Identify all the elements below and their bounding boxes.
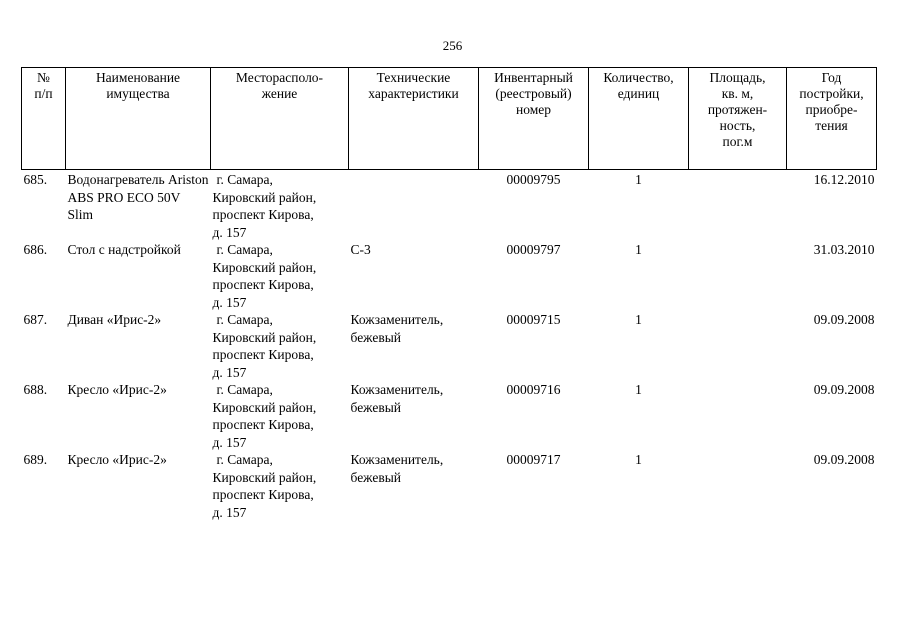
location-line: Кировский район, (212, 329, 317, 345)
header-num (22, 68, 66, 170)
header-line: единиц (617, 86, 660, 101)
location-line: д. 157 (212, 504, 247, 520)
header-line: приобре- (805, 102, 858, 117)
header-line: п/п (34, 86, 53, 101)
header-line: Месторасполо- (235, 70, 324, 85)
header-tech (349, 68, 479, 170)
header-line: Площадь, (709, 70, 766, 85)
quantity-units: 1 (635, 172, 642, 187)
area-length (689, 170, 787, 242)
property-name: Водонагреватель Ariston ABS PRO ECO 50V Slim (67, 172, 209, 222)
location-line: д. 157 (212, 224, 247, 240)
property-location (211, 170, 349, 242)
header-line: Инвентарный (494, 70, 573, 85)
header-line: Технические (376, 70, 451, 85)
location-line: г. Самара, (216, 452, 273, 467)
page-number: 256 (442, 38, 463, 53)
quantity-units: 1 (635, 452, 642, 467)
table-row (22, 241, 877, 311)
technical-characteristics: Кожзаменитель, бежевый (350, 382, 444, 415)
area-length (689, 381, 787, 451)
header-name (66, 68, 211, 170)
technical-characteristics: Кожзаменитель, бежевый (350, 312, 444, 345)
location-line: г. Самара, (216, 312, 273, 327)
area-length (689, 451, 787, 521)
location-line: Кировский район, (212, 469, 317, 485)
inventory-number: 00009716 (506, 382, 561, 397)
table-row (22, 381, 877, 451)
table-header-row (22, 68, 877, 170)
inventory-number: 00009715 (506, 312, 561, 327)
header-line: имущества (106, 86, 170, 101)
header-area (689, 68, 787, 170)
quantity-units: 1 (635, 382, 642, 397)
location-line: проспект Кирова, (212, 487, 314, 502)
property-location (211, 241, 349, 311)
header-line: Количество, (603, 70, 674, 85)
inventory-number: 00009717 (506, 452, 561, 467)
property-name: Стол с надстройкой (67, 242, 181, 257)
location-line: проспект Кирова, (212, 417, 314, 432)
location-line: проспект Кирова, (212, 207, 314, 222)
header-line: Наименование (95, 70, 181, 85)
acquisition-date: 09.09.2008 (813, 452, 875, 467)
acquisition-date: 09.09.2008 (813, 382, 875, 397)
header-location (211, 68, 349, 170)
header-line: жение (261, 86, 298, 101)
location-line: д. 157 (212, 434, 247, 450)
location-line: г. Самара, (216, 172, 273, 187)
property-name: Кресло «Ирис-2» (67, 382, 167, 397)
header-line: тения (815, 118, 848, 133)
row-number: 689. (23, 452, 48, 467)
table-row (22, 170, 877, 242)
header-line: протяжен- (707, 102, 768, 117)
header-line: ность, (719, 118, 756, 133)
location-line: Кировский район, (212, 259, 317, 275)
row-number: 688. (23, 382, 48, 397)
acquisition-date: 16.12.2010 (813, 172, 875, 187)
row-number: 685. (23, 172, 48, 187)
table-row (22, 451, 877, 521)
quantity-units: 1 (635, 312, 642, 327)
location-line: г. Самара, (216, 382, 273, 397)
property-location (211, 381, 349, 451)
header-line: пог.м (722, 134, 753, 149)
technical-characteristics (349, 170, 479, 242)
location-line: г. Самара, (216, 242, 273, 257)
technical-characteristics: С-3 (350, 242, 371, 257)
header-inventory (479, 68, 589, 170)
header-quantity (589, 68, 689, 170)
header-line: Год (821, 70, 842, 85)
header-line: кв. м, (721, 86, 754, 101)
header-line: характеристики (368, 86, 459, 101)
technical-characteristics: Кожзаменитель, бежевый (350, 452, 444, 485)
property-location (211, 311, 349, 381)
header-line: постройки, (799, 86, 864, 101)
table-row (22, 311, 877, 381)
quantity-units: 1 (635, 242, 642, 257)
acquisition-date: 31.03.2010 (813, 242, 875, 257)
header-line: (реестровый) (495, 86, 572, 101)
location-line: д. 157 (212, 364, 247, 380)
row-number: 686. (23, 242, 48, 257)
area-length (689, 311, 787, 381)
header-line: номер (515, 102, 551, 117)
location-line: Кировский район, (212, 189, 317, 205)
inventory-number: 00009795 (506, 172, 561, 187)
location-line: д. 157 (212, 294, 247, 310)
property-location (211, 451, 349, 521)
header-line: № (37, 70, 50, 85)
area-length (689, 241, 787, 311)
property-name: Диван «Ирис-2» (67, 312, 162, 327)
row-number: 687. (23, 312, 48, 327)
inventory-number: 00009797 (506, 242, 561, 257)
property-name: Кресло «Ирис-2» (67, 452, 167, 467)
location-line: проспект Кирова, (212, 347, 314, 362)
header-year (787, 68, 877, 170)
acquisition-date: 09.09.2008 (813, 312, 875, 327)
location-line: Кировский район, (212, 399, 317, 415)
property-registry-table (21, 67, 877, 521)
location-line: проспект Кирова, (212, 277, 314, 292)
